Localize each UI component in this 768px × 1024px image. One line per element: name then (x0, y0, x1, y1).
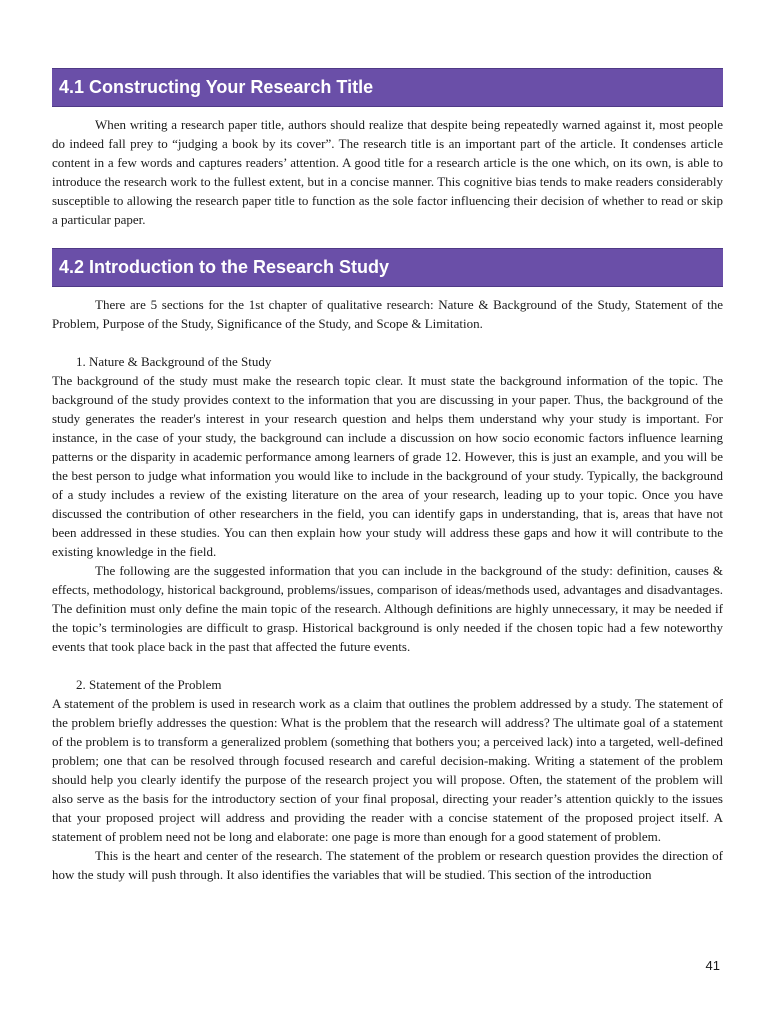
list-item-heading: 2. Statement of the Problem (76, 677, 222, 692)
section-body-4-1 (52, 115, 723, 229)
paragraph: When writing a research paper title, authors should realize that despite being repeatedly warned against it, most people do indeed fall prey to “judging a book by its cover”. The research title is an important part of the article. It condenses article content in a few words and captures readers’ attention. A good title for a research article is the one which, on its own, is able to introduce the research work to the fullest extent, but in a concise manner. This cognitive bias tends to make readers considerably susceptible to allowing the research paper title to function as the sole factor influencing their decision of whether to read or skip a particular paper. (52, 117, 723, 227)
spacer (52, 656, 723, 675)
section-heading-text: 4.2 Introduction to the Research Study (59, 257, 390, 277)
spacer (52, 333, 723, 352)
section-heading-text: 4.1 Constructing Your Research Title (59, 77, 374, 97)
section-heading-4-1 (52, 68, 723, 107)
paragraph: The following are the suggested information that you can include in the background of the study: definition, causes & effects, methodology, historical background, problems/issues, comparison of ideas/methods used, advantages and disadvantages. The definition must only define the main topic of the research. Although definitions are highly unnecessary, it may be needed if the topic’s terminologies are difficult to grasp. Historical background is only needed if the chosen topic had a few noteworthy events that took place back in the past that affected the future events. (52, 563, 723, 654)
paragraph: This is the heart and center of the research. The statement of the problem or research question provides the direction of how the study will push through. It also identifies the variables that will be studied. This section of the introduction (52, 848, 723, 882)
section-heading-4-2 (52, 248, 723, 287)
list-item-heading: 1. Nature & Background of the Study (76, 354, 272, 369)
paragraph: A statement of the problem is used in research work as a claim that outlines the problem addressed by a study. The statement of the problem briefly addresses the question: What is the problem that the research will address? The ultimate goal of a statement of the problem is to transform a generalized problem (something that bothers you; a perceived lack) into a targeted, well-defined problem; one that can be resolved through focused research and careful decision-making. Writing a statement of the problem should help you clearly identify the purpose of the research project you will propose. Often, the statement of the problem will also serve as the basis for the introductory section of your final proposal, directing your reader’s attention quickly to the issues that your proposed project will address and providing the reader with a concise statement of the proposed project itself. A statement of problem need not be long and elaborate: one page is more than enough for a good statement of problem. (52, 696, 723, 844)
section-body-4-2 (52, 295, 723, 884)
paragraph: There are 5 sections for the 1st chapter of qualitative research: Nature & Background of the Study, Statement of the Problem, Purpose of the Study, Significance of the Study, and Scope & Limitation. (52, 297, 723, 331)
page-number: 41 (705, 958, 720, 973)
paragraph: The background of the study must make the research topic clear. It must state the background information of the topic. The background of the study provides context to the information that you are discussing in your paper. Thus, the background of the study generates the reader's interest in your research question and helps them understand why your study is important. For instance, in the case of your study, the background can include a discussion on how socio economic factors influence learning patterns or the disparity in academic performance among learners of grade 12. However, this is just an example, and you will be the best person to judge what information you would like to include in the background of your study. Typically, the background of a study includes a review of the existing literature on the area of your research, leading up to your topic. Once you have discussed the contribution of other researchers in the field, you can identify gaps in understanding, that is, areas that have not been addressed in these studies. You can then explain how your study will address these gaps and how it will contribute to the existing knowledge in the field. (52, 373, 723, 559)
